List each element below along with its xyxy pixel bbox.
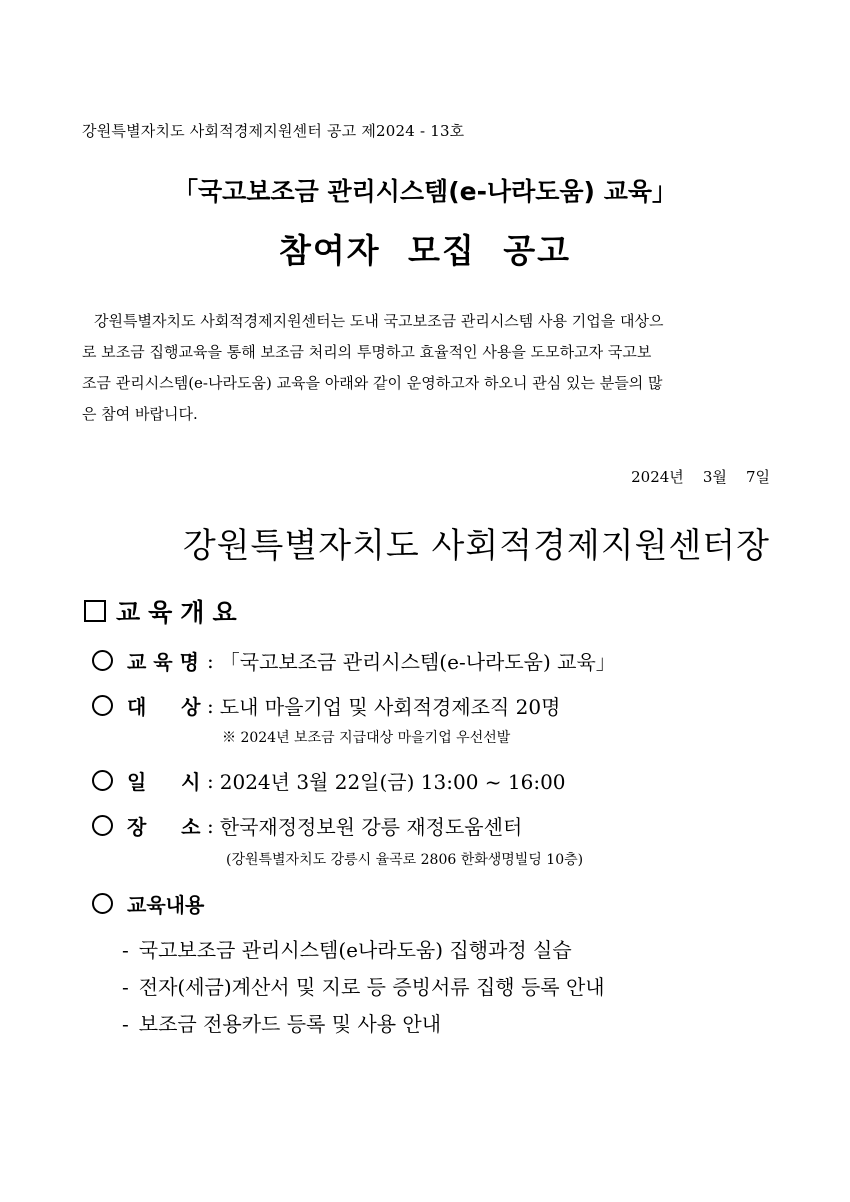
colon: : — [207, 693, 214, 718]
content-item — [122, 971, 605, 1000]
colon: : — [207, 768, 214, 793]
square-bullet-icon — [84, 600, 106, 622]
course-label: 교 육 명 — [127, 650, 199, 674]
circle-bullet-icon — [92, 893, 113, 914]
dash-bullet: - — [122, 1012, 129, 1036]
intro-paragraph — [82, 306, 772, 430]
content-label: 교육내용 — [127, 893, 205, 917]
intro-line: 강원특별자치도 사회적경제지원센터는 도내 국고보조금 관리시스템 사용 기업을 대상으 — [94, 312, 664, 330]
intro-line: 조금 관리시스템(e-나라도움) 교육을 아래와 같이 운영하고자 하오니 관심 있는 분들의 많 — [82, 374, 663, 392]
detail-schedule — [92, 766, 566, 795]
target-value: 도내 마을기업 및 사회적경제조직 20명 — [219, 695, 561, 719]
content-item-text: 전자(세금)계산서 및 지로 등 증빙서류 집행 등록 안내 — [138, 975, 605, 999]
course-value: 「국고보조금 관리시스템(e-나라도움) 교육」 — [219, 650, 616, 674]
detail-target — [92, 691, 560, 720]
intro-line: 은 참여 바랍니다. — [82, 405, 198, 423]
detail-content — [92, 889, 204, 918]
target-note: ※ 2024년 보조금 지급대상 마을기업 우선선발 — [222, 730, 511, 746]
circle-bullet-icon — [92, 815, 113, 836]
target-label: 대 상 — [127, 695, 201, 719]
intro-line: 로 보조금 집행교육을 통해 보조금 처리의 투명하고 효율적인 사용을 도모하고자 국고보 — [82, 343, 652, 361]
section-heading-text: 교육개요 — [116, 598, 245, 627]
notice-number: 강원특별자치도 사회적경제지원센터 공고 제2024 - 13호 — [82, 122, 465, 140]
dash-bullet: - — [122, 938, 129, 962]
content-item — [122, 1008, 441, 1037]
sender-title: 강원특별자치도 사회적경제지원센터장 — [182, 526, 770, 566]
circle-bullet-icon — [92, 770, 113, 791]
place-address: (강원특별자치도 강릉시 율곡로 2806 한화생명빌딩 10층) — [226, 852, 584, 868]
schedule-value: 2024년 3월 22일(금) 13:00 ~ 16:00 — [219, 770, 566, 794]
place-value: 한국재정정보원 강릉 재정도움센터 — [219, 815, 523, 839]
content-item-text: 국고보조금 관리시스템(e나라도움) 집행과정 실습 — [138, 938, 572, 962]
dash-bullet: - — [122, 975, 129, 999]
schedule-label: 일 시 — [127, 770, 201, 794]
title-line-1: 「국고보조금 관리시스템(e-나라도움) 교육」 — [173, 177, 677, 206]
notice-date: 2024년 3월 7일 — [631, 468, 770, 486]
section-heading — [84, 593, 245, 629]
colon: : — [207, 813, 214, 838]
detail-course — [92, 646, 616, 675]
colon: : — [207, 648, 214, 673]
circle-bullet-icon — [92, 695, 113, 716]
place-label: 장 소 — [127, 815, 201, 839]
detail-place — [92, 811, 522, 840]
circle-bullet-icon — [92, 650, 113, 671]
title-line-2: 참여자 모집 공고 — [278, 231, 572, 270]
content-item — [122, 934, 572, 963]
content-item-text: 보조금 전용카드 등록 및 사용 안내 — [138, 1012, 442, 1036]
